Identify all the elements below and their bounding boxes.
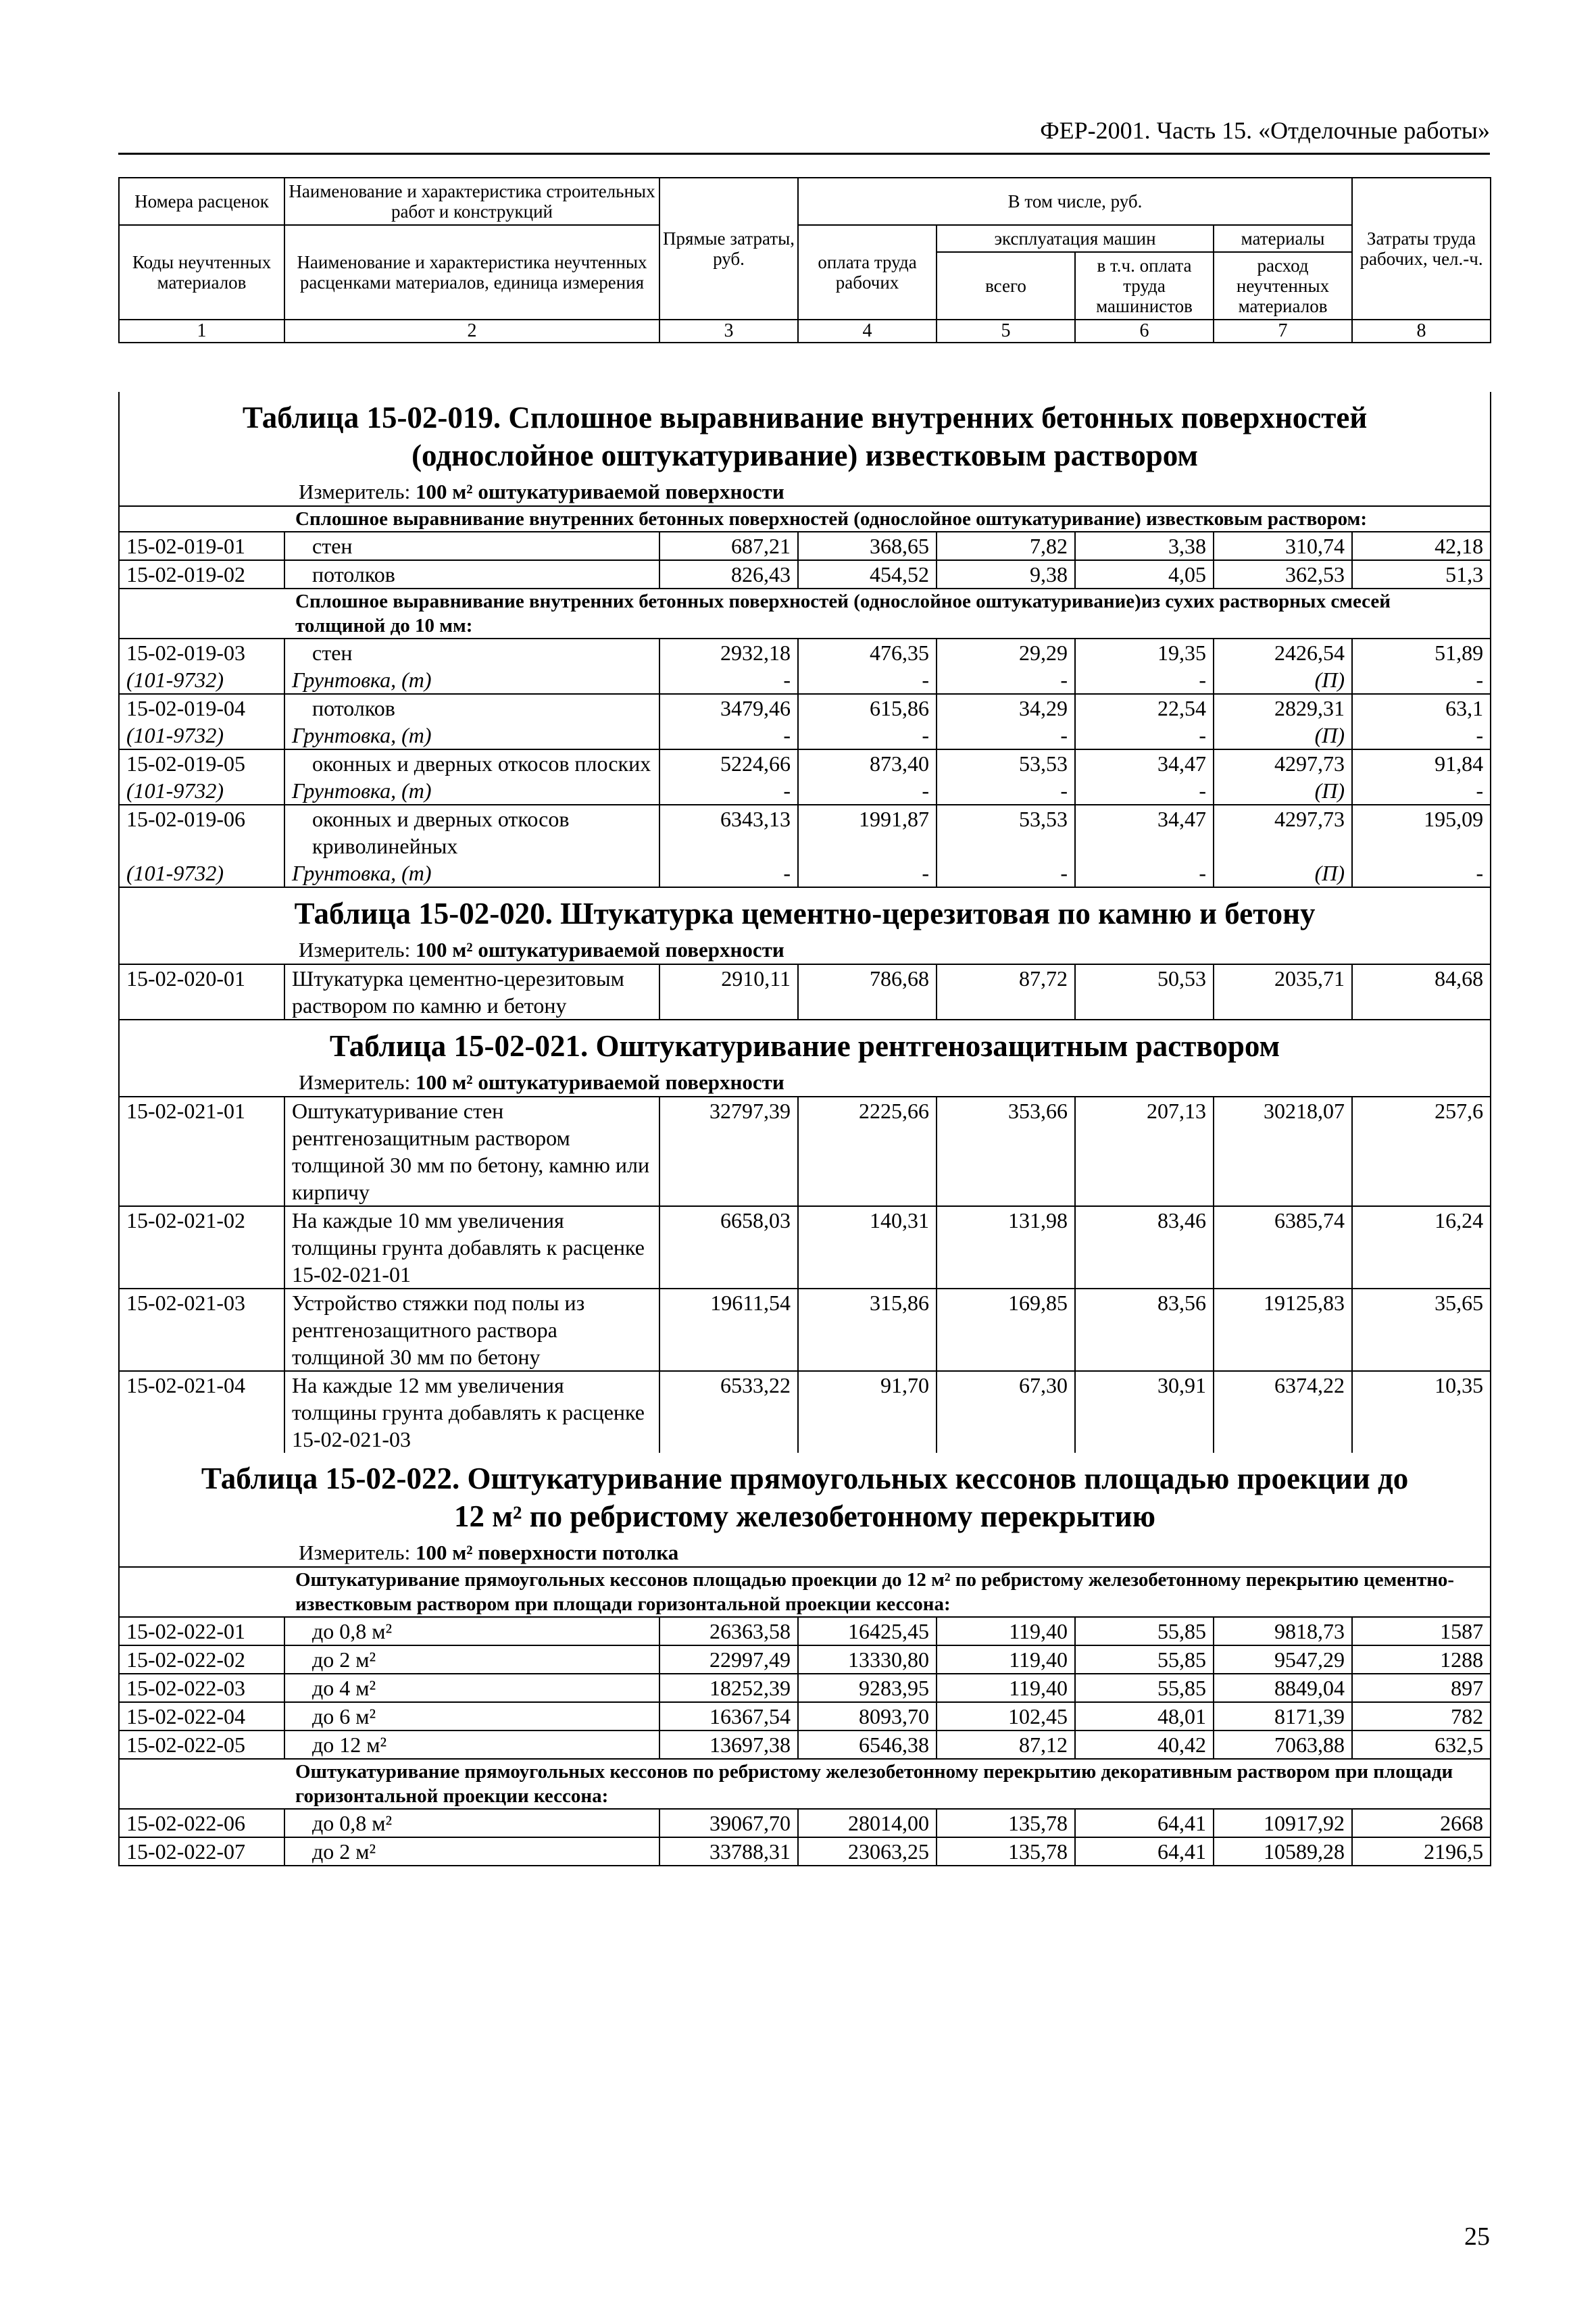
- hdr-col2-top: Наименование и характеристика строительных работ и конструкций: [284, 178, 659, 225]
- labor-pay: 1991,87: [798, 805, 937, 860]
- machines-labor: 64,41: [1075, 1809, 1214, 1837]
- table-row: [119, 1674, 1491, 1702]
- labor-hours: 195,09: [1352, 805, 1491, 860]
- labor-pay: 91,70: [798, 1371, 937, 1453]
- rate-code: 15-02-022-07: [119, 1837, 284, 1866]
- labor-pay: 8093,70: [798, 1702, 937, 1731]
- labor-hours: 63,1: [1352, 694, 1491, 722]
- rate-code: 15-02-021-01: [119, 1097, 284, 1206]
- material-code: (101-9732): [119, 666, 284, 694]
- rate-name: оконных и дверных откосов плоских: [284, 749, 659, 777]
- col-number: 2: [284, 320, 659, 343]
- material-value: -: [1352, 777, 1491, 805]
- rate-name: до 4 м²: [284, 1674, 659, 1702]
- col-number: 6: [1075, 320, 1214, 343]
- materials: 2426,54: [1214, 639, 1352, 666]
- material-name: Грунтовка, (т): [284, 860, 659, 887]
- col-number: 8: [1352, 320, 1491, 343]
- machines-labor: 19,35: [1075, 639, 1214, 666]
- materials: 10917,92: [1214, 1809, 1352, 1837]
- table-row: [119, 1617, 1491, 1645]
- material-value: -: [1075, 722, 1214, 749]
- rate-name: Оштукатуривание стен рентгенозащитным раствором толщиной 30 мм по бетону, камню или кирпичу: [284, 1097, 659, 1206]
- table-title: Таблица 15-02-019. Сплошное выравнивание внутренних бетонных поверхностей (однослойное оштукатуривание) известковым раствором: [119, 392, 1491, 478]
- machines-labor: 48,01: [1075, 1702, 1214, 1731]
- table-row: [119, 1645, 1491, 1674]
- direct-cost: 22997,49: [659, 1645, 798, 1674]
- column-header: [118, 177, 1491, 343]
- hdr-materials: материалы: [1214, 225, 1352, 252]
- materials: 9818,73: [1214, 1617, 1352, 1645]
- table-row: [119, 1702, 1491, 1731]
- material-code: (101-9732): [119, 777, 284, 805]
- direct-cost: 26363,58: [659, 1617, 798, 1645]
- header-rule: [118, 153, 1490, 155]
- table-row: [119, 1731, 1491, 1759]
- machines-labor: 34,47: [1075, 805, 1214, 860]
- labor-pay: 9283,95: [798, 1674, 937, 1702]
- material-name: Грунтовка, (т): [284, 666, 659, 694]
- table-row: [119, 532, 1491, 560]
- direct-cost: 6533,22: [659, 1371, 798, 1453]
- labor-pay: 368,65: [798, 532, 937, 560]
- direct-cost: 3479,46: [659, 694, 798, 722]
- table-row: [119, 1097, 1491, 1206]
- table-row: [119, 694, 1491, 722]
- machines-labor: 83,56: [1075, 1289, 1214, 1371]
- materials: 7063,88: [1214, 1731, 1352, 1759]
- hdr-col2-bottom: Наименование и характеристика неучтенных расценками материалов, единица измерения: [284, 225, 659, 320]
- material-row: [119, 666, 1491, 694]
- machines-labor: 207,13: [1075, 1097, 1214, 1206]
- hdr-col1-bottom: Коды неучтенных материалов: [119, 225, 284, 320]
- materials: 4297,73: [1214, 749, 1352, 777]
- labor-hours: 257,6: [1352, 1097, 1491, 1206]
- material-code: (101-9732): [119, 722, 284, 749]
- hdr-labor-pay: оплата труда рабочих: [798, 225, 937, 320]
- material-name: Грунтовка, (т): [284, 777, 659, 805]
- materials: 4297,73: [1214, 805, 1352, 860]
- material-code: (101-9732): [119, 860, 284, 887]
- materials: 310,74: [1214, 532, 1352, 560]
- material-value: (П): [1214, 666, 1352, 694]
- material-value: -: [1352, 860, 1491, 887]
- direct-cost: 33788,31: [659, 1837, 798, 1866]
- rate-code: 15-02-022-02: [119, 1645, 284, 1674]
- labor-hours: 84,68: [1352, 964, 1491, 1020]
- table-measure: Измеритель: 100 м² поверхности потолка: [119, 1539, 1491, 1567]
- labor-hours: 897: [1352, 1674, 1491, 1702]
- col-number: 7: [1214, 320, 1352, 343]
- page-number: 25: [1464, 2222, 1490, 2251]
- direct-cost: 19611,54: [659, 1289, 798, 1371]
- material-value: -: [1075, 777, 1214, 805]
- machines-labor: 30,91: [1075, 1371, 1214, 1453]
- material-value: -: [659, 777, 798, 805]
- labor-pay: 13330,80: [798, 1645, 937, 1674]
- materials: 30218,07: [1214, 1097, 1352, 1206]
- labor-pay: 140,31: [798, 1206, 937, 1289]
- machines-total: 53,53: [937, 805, 1075, 860]
- labor-hours: 2196,5: [1352, 1837, 1491, 1866]
- table-row: [119, 560, 1491, 589]
- materials: 8849,04: [1214, 1674, 1352, 1702]
- materials: 6374,22: [1214, 1371, 1352, 1453]
- direct-cost: 39067,70: [659, 1809, 798, 1837]
- material-value: -: [798, 666, 937, 694]
- labor-pay: 476,35: [798, 639, 937, 666]
- material-value: -: [1075, 666, 1214, 694]
- rate-code: 15-02-019-06: [119, 805, 284, 860]
- material-value: -: [937, 722, 1075, 749]
- labor-hours: 10,35: [1352, 1371, 1491, 1453]
- direct-cost: 16367,54: [659, 1702, 798, 1731]
- table-title: Таблица 15-02-020. Штукатурка цементно-церезитовая по камню и бетону: [119, 887, 1491, 937]
- machines-total: 34,29: [937, 694, 1075, 722]
- machines-labor: 22,54: [1075, 694, 1214, 722]
- direct-cost: 6343,13: [659, 805, 798, 860]
- hdr-machines-labor: в т.ч. оплата труда машинистов: [1075, 252, 1214, 320]
- rate-code: 15-02-022-05: [119, 1731, 284, 1759]
- labor-hours: 2668: [1352, 1809, 1491, 1837]
- labor-pay: 454,52: [798, 560, 937, 589]
- direct-cost: 18252,39: [659, 1674, 798, 1702]
- rate-code: 15-02-019-05: [119, 749, 284, 777]
- table-row: [119, 1206, 1491, 1289]
- labor-hours: 51,89: [1352, 639, 1491, 666]
- materials: 8171,39: [1214, 1702, 1352, 1731]
- materials: 2035,71: [1214, 964, 1352, 1020]
- rate-name: стен: [284, 532, 659, 560]
- group-heading: Сплошное выравнивание внутренних бетонных поверхностей (однослойное оштукатуривание)из сухих растворных смесей толщиной до 10 мм:: [119, 589, 1491, 639]
- rate-code: 15-02-019-03: [119, 639, 284, 666]
- labor-pay: 2225,66: [798, 1097, 937, 1206]
- hdr-machines-total: всего: [937, 252, 1075, 320]
- rate-code: 15-02-021-02: [119, 1206, 284, 1289]
- rate-name: до 2 м²: [284, 1645, 659, 1674]
- machines-total: 353,66: [937, 1097, 1075, 1206]
- rate-name: до 6 м²: [284, 1702, 659, 1731]
- material-value: -: [937, 666, 1075, 694]
- rate-code: 15-02-022-01: [119, 1617, 284, 1645]
- materials: 19125,83: [1214, 1289, 1352, 1371]
- hdr-labor-cost: Затраты труда рабочих, чел.-ч.: [1352, 178, 1491, 320]
- direct-cost: 2932,18: [659, 639, 798, 666]
- material-value: -: [1352, 666, 1491, 694]
- labor-pay: 16425,45: [798, 1617, 937, 1645]
- rate-code: 15-02-019-02: [119, 560, 284, 589]
- rate-name: потолков: [284, 560, 659, 589]
- rate-code: 15-02-019-04: [119, 694, 284, 722]
- rate-name: до 2 м²: [284, 1837, 659, 1866]
- rate-name: стен: [284, 639, 659, 666]
- direct-cost: 6658,03: [659, 1206, 798, 1289]
- col-number: 4: [798, 320, 937, 343]
- rate-code: 15-02-022-06: [119, 1809, 284, 1837]
- labor-hours: 16,24: [1352, 1206, 1491, 1289]
- table-row: [119, 639, 1491, 666]
- materials: 362,53: [1214, 560, 1352, 589]
- machines-labor: 64,41: [1075, 1837, 1214, 1866]
- labor-pay: 23063,25: [798, 1837, 937, 1866]
- hdr-materials-unaccounted: расход неучтенных материалов: [1214, 252, 1352, 320]
- machines-total: 131,98: [937, 1206, 1075, 1289]
- machines-labor: 55,85: [1075, 1674, 1214, 1702]
- rate-name: На каждые 12 мм увеличения толщины грунта добавлять к расценке 15-02-021-03: [284, 1371, 659, 1453]
- rate-name: оконных и дверных откосов криволинейных: [284, 805, 659, 860]
- table-row: [119, 1371, 1491, 1453]
- direct-cost: 2910,11: [659, 964, 798, 1020]
- machines-total: 119,40: [937, 1617, 1075, 1645]
- labor-hours: 51,3: [1352, 560, 1491, 589]
- material-row: [119, 860, 1491, 887]
- machines-labor: 4,05: [1075, 560, 1214, 589]
- group-heading: Оштукатуривание прямоугольных кессонов по ребристому железобетонному перекрытию декоративным раствором при площади горизонтальной проекции кессона:: [119, 1759, 1491, 1809]
- labor-hours: 35,65: [1352, 1289, 1491, 1371]
- group-heading: Сплошное выравнивание внутренних бетонных поверхностей (однослойное оштукатуривание) известковым раствором:: [119, 506, 1491, 532]
- machines-labor: 34,47: [1075, 749, 1214, 777]
- material-value: -: [1075, 860, 1214, 887]
- material-value: -: [798, 860, 937, 887]
- labor-hours: 782: [1352, 1702, 1491, 1731]
- material-value: -: [798, 777, 937, 805]
- table-row: [119, 964, 1491, 1020]
- rate-code: 15-02-022-03: [119, 1674, 284, 1702]
- machines-total: 53,53: [937, 749, 1075, 777]
- hdr-machines: эксплуатация машин: [937, 225, 1214, 252]
- table-measure: Измеритель: 100 м² оштукатуриваемой поверхности: [119, 1069, 1491, 1097]
- machines-total: 9,38: [937, 560, 1075, 589]
- machines-total: 87,72: [937, 964, 1075, 1020]
- labor-pay: 6546,38: [798, 1731, 937, 1759]
- rate-name: На каждые 10 мм увеличения толщины грунта добавлять к расценке 15-02-021-01: [284, 1206, 659, 1289]
- direct-cost: 32797,39: [659, 1097, 798, 1206]
- machines-total: 87,12: [937, 1731, 1075, 1759]
- material-value: -: [659, 722, 798, 749]
- machines-labor: 40,42: [1075, 1731, 1214, 1759]
- machines-labor: 55,85: [1075, 1645, 1214, 1674]
- labor-hours: 1587: [1352, 1617, 1491, 1645]
- direct-cost: 13697,38: [659, 1731, 798, 1759]
- table-row: [119, 1837, 1491, 1866]
- machines-labor: 50,53: [1075, 964, 1214, 1020]
- rate-code: 15-02-019-01: [119, 532, 284, 560]
- labor-hours: 1288: [1352, 1645, 1491, 1674]
- rate-name: потолков: [284, 694, 659, 722]
- hdr-col1-top: Номера расценок: [119, 178, 284, 225]
- table-title: Таблица 15-02-022. Оштукатуривание прямоугольных кессонов площадью проекции до 12 м² по ребристому железобетонному перекрытию: [119, 1453, 1491, 1539]
- table-title: Таблица 15-02-021. Оштукатуривание рентгенозащитным раствором: [119, 1020, 1491, 1069]
- material-row: [119, 722, 1491, 749]
- machines-total: 7,82: [937, 532, 1075, 560]
- machines-total: 119,40: [937, 1674, 1075, 1702]
- hdr-col3: Прямые затраты, руб.: [659, 178, 798, 320]
- rate-name: до 12 м²: [284, 1731, 659, 1759]
- table-measure: Измеритель: 100 м² оштукатуриваемой поверхности: [119, 937, 1491, 964]
- labor-pay: 786,68: [798, 964, 937, 1020]
- material-value: (П): [1214, 722, 1352, 749]
- running-head: ФЕР-2001. Часть 15. «Отделочные работы»: [1040, 117, 1490, 144]
- rate-code: 15-02-021-04: [119, 1371, 284, 1453]
- material-value: -: [659, 666, 798, 694]
- col-number: 5: [937, 320, 1075, 343]
- labor-pay: 873,40: [798, 749, 937, 777]
- machines-total: 135,78: [937, 1809, 1075, 1837]
- material-value: (П): [1214, 860, 1352, 887]
- machines-labor: 3,38: [1075, 532, 1214, 560]
- col-number: 1: [119, 320, 284, 343]
- direct-cost: 826,43: [659, 560, 798, 589]
- machines-total: 169,85: [937, 1289, 1075, 1371]
- table-row: [119, 805, 1491, 860]
- rate-code: 15-02-021-03: [119, 1289, 284, 1371]
- material-row: [119, 777, 1491, 805]
- machines-total: 102,45: [937, 1702, 1075, 1731]
- machines-total: 67,30: [937, 1371, 1075, 1453]
- materials: 9547,29: [1214, 1645, 1352, 1674]
- materials: 10589,28: [1214, 1837, 1352, 1866]
- rate-name: до 0,8 м²: [284, 1809, 659, 1837]
- table-row: [119, 749, 1491, 777]
- machines-labor: 55,85: [1075, 1617, 1214, 1645]
- machines-total: 119,40: [937, 1645, 1075, 1674]
- material-value: -: [659, 860, 798, 887]
- rate-code: 15-02-020-01: [119, 964, 284, 1020]
- hdr-incl: В том числе, руб.: [798, 178, 1352, 225]
- material-value: -: [937, 777, 1075, 805]
- material-value: -: [937, 860, 1075, 887]
- machines-total: 29,29: [937, 639, 1075, 666]
- direct-cost: 5224,66: [659, 749, 798, 777]
- rate-code: 15-02-022-04: [119, 1702, 284, 1731]
- table-row: [119, 1809, 1491, 1837]
- materials: 2829,31: [1214, 694, 1352, 722]
- table-row: [119, 1289, 1491, 1371]
- rate-name: до 0,8 м²: [284, 1617, 659, 1645]
- material-name: Грунтовка, (т): [284, 722, 659, 749]
- labor-hours: 632,5: [1352, 1731, 1491, 1759]
- labor-pay: 315,86: [798, 1289, 937, 1371]
- machines-total: 135,78: [937, 1837, 1075, 1866]
- materials: 6385,74: [1214, 1206, 1352, 1289]
- direct-cost: 687,21: [659, 532, 798, 560]
- labor-hours: 42,18: [1352, 532, 1491, 560]
- labor-hours: 91,84: [1352, 749, 1491, 777]
- rates-table: [118, 392, 1491, 1866]
- col-number: 3: [659, 320, 798, 343]
- rate-name: Штукатурка цементно-церезитовым раствором по камню и бетону: [284, 964, 659, 1020]
- group-heading: Оштукатуривание прямоугольных кессонов площадью проекции до 12 м² по ребристому железобетонному перекрытию цементно-известковым раствором при площади горизонтальной проекции кессона:: [119, 1567, 1491, 1617]
- labor-pay: 615,86: [798, 694, 937, 722]
- material-value: -: [1352, 722, 1491, 749]
- material-value: (П): [1214, 777, 1352, 805]
- rate-name: Устройство стяжки под полы из рентгенозащитного раствора толщиной 30 мм по бетону: [284, 1289, 659, 1371]
- material-value: -: [798, 722, 937, 749]
- labor-pay: 28014,00: [798, 1809, 937, 1837]
- machines-labor: 83,46: [1075, 1206, 1214, 1289]
- table-measure: Измеритель: 100 м² оштукатуриваемой поверхности: [119, 478, 1491, 506]
